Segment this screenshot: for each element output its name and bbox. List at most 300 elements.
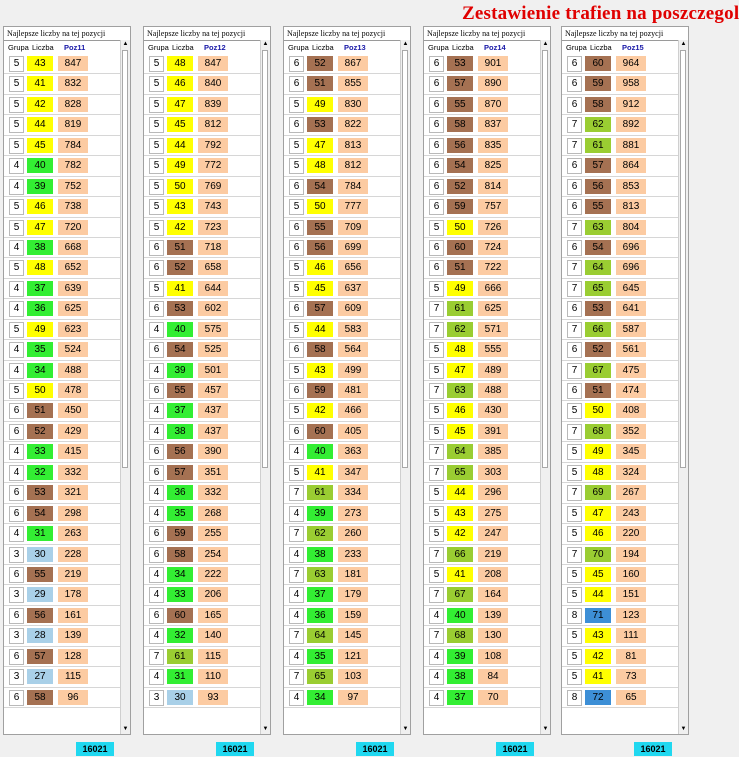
table-row[interactable] [424,483,544,503]
group-cell[interactable]: 6 [9,649,24,665]
group-cell[interactable]: 4 [149,403,164,419]
group-cell[interactable]: 7 [289,628,304,644]
group-cell[interactable]: 5 [567,628,582,644]
group-cell[interactable]: 6 [567,97,582,113]
group-cell[interactable]: 6 [567,342,582,358]
table-row[interactable] [562,524,682,544]
group-cell[interactable]: 5 [567,567,582,583]
table-row[interactable] [284,483,404,503]
scrollbar[interactable] [678,40,688,734]
group-cell[interactable]: 5 [9,97,24,113]
table-row[interactable] [562,667,682,687]
table-row[interactable] [284,95,404,115]
table-row[interactable] [4,422,124,442]
table-row[interactable] [284,258,404,278]
table-row[interactable] [424,299,544,319]
group-cell[interactable]: 5 [149,138,164,154]
group-cell[interactable]: 6 [149,444,164,460]
table-row[interactable] [562,115,682,135]
rows-list[interactable] [562,54,682,708]
table-row[interactable] [144,136,264,156]
table-row[interactable] [4,667,124,687]
table-row[interactable] [284,442,404,462]
group-cell[interactable]: 5 [149,179,164,195]
scroll-down-icon[interactable]: ▼ [402,726,409,732]
group-cell[interactable]: 7 [567,260,582,276]
table-row[interactable] [144,156,264,176]
group-cell[interactable]: 6 [149,547,164,563]
group-cell[interactable]: 5 [289,403,304,419]
table-row[interactable] [284,422,404,442]
table-row[interactable] [284,524,404,544]
table-row[interactable] [4,340,124,360]
table-row[interactable] [424,74,544,94]
group-cell[interactable]: 6 [429,199,444,215]
table-row[interactable] [4,54,124,74]
group-cell[interactable]: 6 [289,220,304,236]
table-row[interactable] [424,258,544,278]
table-row[interactable] [144,422,264,442]
group-cell[interactable]: 7 [429,628,444,644]
group-cell[interactable]: 5 [429,281,444,297]
table-row[interactable] [284,688,404,708]
table-row[interactable] [562,626,682,646]
group-cell[interactable]: 4 [289,547,304,563]
group-cell[interactable]: 7 [567,363,582,379]
group-cell[interactable]: 5 [149,56,164,72]
table-row[interactable] [4,197,124,217]
table-row[interactable] [4,95,124,115]
table-row[interactable] [424,136,544,156]
group-cell[interactable]: 5 [429,363,444,379]
scroll-down-icon[interactable]: ▼ [542,726,549,732]
scroll-thumb[interactable] [542,50,548,468]
group-cell[interactable]: 6 [149,608,164,624]
table-row[interactable] [284,197,404,217]
table-row[interactable] [144,606,264,626]
table-row[interactable] [562,299,682,319]
scroll-up-icon[interactable]: ▲ [262,41,269,47]
group-cell[interactable]: 5 [429,485,444,501]
group-cell[interactable]: 5 [567,587,582,603]
scroll-up-icon[interactable]: ▲ [402,41,409,47]
table-row[interactable] [144,340,264,360]
group-cell[interactable]: 3 [9,669,24,685]
group-cell[interactable]: 6 [429,97,444,113]
group-cell[interactable]: 7 [567,220,582,236]
table-row[interactable] [284,504,404,524]
group-cell[interactable]: 5 [567,465,582,481]
table-row[interactable] [562,54,682,74]
group-cell[interactable]: 3 [9,587,24,603]
group-cell[interactable]: 6 [567,76,582,92]
group-cell[interactable]: 6 [9,608,24,624]
table-row[interactable] [562,422,682,442]
table-row[interactable] [4,483,124,503]
table-row[interactable] [284,463,404,483]
table-row[interactable] [144,667,264,687]
scrollbar[interactable] [540,40,550,734]
group-cell[interactable]: 4 [149,628,164,644]
group-cell[interactable]: 6 [567,240,582,256]
group-cell[interactable]: 5 [289,281,304,297]
group-cell[interactable]: 7 [429,301,444,317]
group-cell[interactable]: 6 [289,56,304,72]
table-row[interactable] [4,647,124,667]
group-cell[interactable]: 7 [567,117,582,133]
group-cell[interactable]: 3 [149,690,164,706]
rows-list[interactable] [284,54,404,708]
table-row[interactable] [284,585,404,605]
table-row[interactable] [144,647,264,667]
table-row[interactable] [562,545,682,565]
group-cell[interactable]: 5 [429,220,444,236]
table-row[interactable] [4,361,124,381]
scroll-down-icon[interactable]: ▼ [680,726,687,732]
group-cell[interactable]: 4 [9,342,24,358]
rows-list[interactable] [144,54,264,708]
scrollbar[interactable] [120,40,130,734]
table-row[interactable] [144,565,264,585]
table-row[interactable] [562,401,682,421]
table-row[interactable] [562,136,682,156]
group-cell[interactable]: 6 [429,179,444,195]
table-row[interactable] [562,279,682,299]
group-cell[interactable]: 5 [149,117,164,133]
group-cell[interactable]: 6 [289,179,304,195]
group-cell[interactable]: 5 [289,260,304,276]
table-row[interactable] [144,218,264,238]
group-cell[interactable]: 7 [429,322,444,338]
group-cell[interactable]: 3 [9,628,24,644]
table-row[interactable] [4,585,124,605]
group-cell[interactable]: 6 [289,240,304,256]
table-row[interactable] [144,381,264,401]
table-row[interactable] [284,74,404,94]
group-cell[interactable]: 6 [429,117,444,133]
table-row[interactable] [424,156,544,176]
group-cell[interactable]: 4 [289,690,304,706]
rows-list[interactable] [4,54,124,708]
table-row[interactable] [424,442,544,462]
group-cell[interactable]: 6 [149,465,164,481]
group-cell[interactable]: 6 [289,342,304,358]
scroll-thumb[interactable] [262,50,268,468]
group-cell[interactable]: 5 [567,444,582,460]
group-cell[interactable]: 4 [9,526,24,542]
group-cell[interactable]: 4 [149,587,164,603]
group-cell[interactable]: 5 [149,199,164,215]
table-row[interactable] [562,647,682,667]
group-cell[interactable]: 4 [149,363,164,379]
group-cell[interactable]: 4 [9,158,24,174]
group-cell[interactable]: 5 [567,403,582,419]
group-cell[interactable]: 4 [149,485,164,501]
table-row[interactable] [424,54,544,74]
table-row[interactable] [284,545,404,565]
group-cell[interactable]: 6 [429,240,444,256]
table-row[interactable] [144,279,264,299]
table-row[interactable] [284,279,404,299]
table-row[interactable] [4,545,124,565]
table-row[interactable] [424,279,544,299]
group-cell[interactable]: 7 [567,322,582,338]
table-row[interactable] [424,340,544,360]
group-cell[interactable]: 6 [149,240,164,256]
group-cell[interactable]: 8 [567,608,582,624]
group-cell[interactable]: 4 [289,649,304,665]
table-row[interactable] [562,463,682,483]
scroll-up-icon[interactable]: ▲ [542,41,549,47]
group-cell[interactable]: 4 [429,608,444,624]
group-cell[interactable]: 6 [9,403,24,419]
group-cell[interactable]: 4 [9,465,24,481]
table-row[interactable] [144,688,264,708]
group-cell[interactable]: 5 [149,281,164,297]
group-cell[interactable]: 6 [149,383,164,399]
table-row[interactable] [144,585,264,605]
table-row[interactable] [562,442,682,462]
group-cell[interactable]: 4 [9,240,24,256]
table-row[interactable] [4,238,124,258]
group-cell[interactable]: 6 [567,56,582,72]
table-row[interactable] [144,442,264,462]
table-row[interactable] [424,197,544,217]
group-cell[interactable]: 4 [289,608,304,624]
scroll-up-icon[interactable]: ▲ [680,41,687,47]
table-row[interactable] [562,340,682,360]
table-row[interactable] [424,626,544,646]
group-cell[interactable]: 6 [289,383,304,399]
group-cell[interactable]: 5 [429,403,444,419]
scroll-down-icon[interactable]: ▼ [262,726,269,732]
group-cell[interactable]: 7 [567,424,582,440]
group-cell[interactable]: 8 [567,690,582,706]
scroll-down-icon[interactable]: ▼ [122,726,129,732]
table-row[interactable] [424,667,544,687]
group-cell[interactable]: 5 [9,199,24,215]
group-cell[interactable]: 4 [429,690,444,706]
group-cell[interactable]: 7 [289,669,304,685]
group-cell[interactable]: 5 [149,158,164,174]
table-row[interactable] [562,177,682,197]
table-row[interactable] [562,197,682,217]
group-cell[interactable]: 5 [9,260,24,276]
table-row[interactable] [144,74,264,94]
table-row[interactable] [144,401,264,421]
group-cell[interactable]: 5 [429,526,444,542]
table-row[interactable] [562,238,682,258]
group-cell[interactable]: 5 [429,342,444,358]
group-cell[interactable]: 4 [289,506,304,522]
group-cell[interactable]: 6 [289,76,304,92]
group-cell[interactable]: 5 [289,199,304,215]
table-row[interactable] [424,320,544,340]
table-row[interactable] [4,463,124,483]
group-cell[interactable]: 4 [9,444,24,460]
group-cell[interactable]: 7 [567,281,582,297]
table-row[interactable] [424,95,544,115]
group-cell[interactable]: 5 [289,322,304,338]
group-cell[interactable]: 7 [429,465,444,481]
group-cell[interactable]: 5 [289,158,304,174]
group-cell[interactable]: 4 [149,567,164,583]
table-row[interactable] [424,524,544,544]
group-cell[interactable]: 5 [149,220,164,236]
group-cell[interactable]: 4 [289,444,304,460]
group-cell[interactable]: 6 [567,179,582,195]
table-row[interactable] [424,585,544,605]
table-row[interactable] [284,54,404,74]
table-row[interactable] [562,320,682,340]
table-row[interactable] [424,401,544,421]
table-row[interactable] [284,361,404,381]
table-row[interactable] [562,95,682,115]
group-cell[interactable]: 4 [9,281,24,297]
group-cell[interactable]: 5 [9,220,24,236]
group-cell[interactable]: 5 [567,526,582,542]
scroll-thumb[interactable] [680,50,686,468]
table-row[interactable] [144,483,264,503]
table-row[interactable] [4,320,124,340]
group-cell[interactable]: 6 [429,158,444,174]
table-row[interactable] [4,115,124,135]
group-cell[interactable]: 3 [9,547,24,563]
table-row[interactable] [144,299,264,319]
table-row[interactable] [284,647,404,667]
table-row[interactable] [284,238,404,258]
table-row[interactable] [424,504,544,524]
group-cell[interactable]: 4 [149,669,164,685]
table-row[interactable] [144,95,264,115]
group-cell[interactable]: 5 [289,363,304,379]
table-row[interactable] [284,299,404,319]
scrollbar[interactable] [260,40,270,734]
table-row[interactable] [4,688,124,708]
group-cell[interactable]: 4 [9,179,24,195]
table-row[interactable] [562,156,682,176]
group-cell[interactable]: 5 [149,76,164,92]
table-row[interactable] [424,177,544,197]
group-cell[interactable]: 4 [149,424,164,440]
table-row[interactable] [4,524,124,544]
group-cell[interactable]: 6 [567,301,582,317]
table-row[interactable] [284,667,404,687]
table-row[interactable] [4,504,124,524]
table-row[interactable] [144,258,264,278]
group-cell[interactable]: 6 [9,506,24,522]
group-cell[interactable]: 7 [289,485,304,501]
table-row[interactable] [144,115,264,135]
table-row[interactable] [562,565,682,585]
group-cell[interactable]: 7 [429,587,444,603]
table-row[interactable] [284,606,404,626]
group-cell[interactable]: 6 [9,567,24,583]
group-cell[interactable]: 6 [567,199,582,215]
group-cell[interactable]: 7 [289,526,304,542]
table-row[interactable] [424,115,544,135]
table-row[interactable] [4,381,124,401]
table-row[interactable] [284,626,404,646]
scroll-thumb[interactable] [122,50,128,468]
table-row[interactable] [4,442,124,462]
table-row[interactable] [144,626,264,646]
table-row[interactable] [144,545,264,565]
table-row[interactable] [144,177,264,197]
table-row[interactable] [144,361,264,381]
group-cell[interactable]: 6 [9,485,24,501]
group-cell[interactable]: 5 [9,76,24,92]
table-row[interactable] [284,218,404,238]
group-cell[interactable]: 6 [289,117,304,133]
table-row[interactable] [144,238,264,258]
table-row[interactable] [4,258,124,278]
group-cell[interactable]: 7 [567,547,582,563]
table-row[interactable] [562,483,682,503]
group-cell[interactable]: 4 [149,322,164,338]
table-row[interactable] [4,626,124,646]
group-cell[interactable]: 4 [289,587,304,603]
table-row[interactable] [4,401,124,421]
group-cell[interactable]: 7 [567,485,582,501]
group-cell[interactable]: 6 [289,301,304,317]
table-row[interactable] [4,299,124,319]
group-cell[interactable]: 6 [429,138,444,154]
table-row[interactable] [284,401,404,421]
table-row[interactable] [424,565,544,585]
table-row[interactable] [284,381,404,401]
table-row[interactable] [562,74,682,94]
group-cell[interactable]: 5 [149,97,164,113]
scrollbar[interactable] [400,40,410,734]
group-cell[interactable]: 7 [149,649,164,665]
table-row[interactable] [284,115,404,135]
group-cell[interactable]: 5 [9,383,24,399]
table-row[interactable] [144,320,264,340]
table-row[interactable] [144,54,264,74]
group-cell[interactable]: 7 [429,383,444,399]
table-row[interactable] [284,320,404,340]
table-row[interactable] [284,177,404,197]
table-row[interactable] [4,279,124,299]
table-row[interactable] [562,381,682,401]
group-cell[interactable]: 6 [429,260,444,276]
table-row[interactable] [4,218,124,238]
table-row[interactable] [424,381,544,401]
table-row[interactable] [4,565,124,585]
group-cell[interactable]: 4 [9,363,24,379]
group-cell[interactable]: 7 [429,444,444,460]
group-cell[interactable]: 5 [567,506,582,522]
table-row[interactable] [424,422,544,442]
table-row[interactable] [562,585,682,605]
table-row[interactable] [4,156,124,176]
group-cell[interactable]: 5 [289,138,304,154]
group-cell[interactable]: 7 [289,567,304,583]
table-row[interactable] [562,504,682,524]
group-cell[interactable]: 7 [567,138,582,154]
table-row[interactable] [4,136,124,156]
group-cell[interactable]: 5 [567,669,582,685]
table-row[interactable] [562,361,682,381]
group-cell[interactable]: 5 [429,567,444,583]
group-cell[interactable]: 6 [149,526,164,542]
group-cell[interactable]: 4 [149,506,164,522]
group-cell[interactable]: 5 [9,322,24,338]
group-cell[interactable]: 6 [567,383,582,399]
group-cell[interactable]: 6 [149,260,164,276]
table-row[interactable] [562,606,682,626]
